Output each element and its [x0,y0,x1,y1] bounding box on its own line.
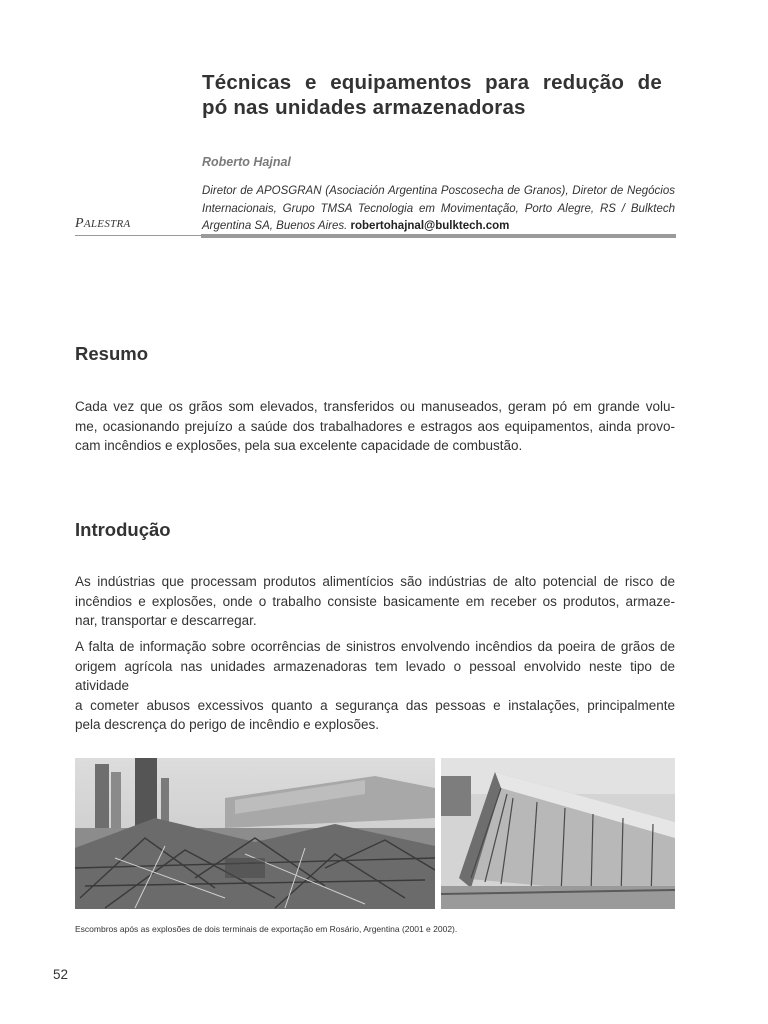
introducao-heading: Introdução [75,519,171,540]
intro-p2-line-4: pela descrença do perigo de incêndio e explosões. [75,717,379,732]
introducao-paragraph-2 [75,637,675,735]
section-label [75,216,131,232]
photo-terminal-ruins-right [441,758,675,909]
author-name: Roberto Hajnal [202,155,291,169]
author-affiliation [202,183,675,236]
article-title-line-1: Técnicas e equipamentos para redução de [202,71,662,94]
article-title [202,70,662,120]
intro-p2-line-3: a cometer abusos excessivos quanto a segurança das pessoas e instalações, principalmente [75,697,675,713]
affiliation-text: Diretor de APOSGRAN (Asociación Argentina Poscosecha de Granos), Diretor de Negócios Internacionais, Grupo TMSA Tecnologia em Movimentação, Porto Alegre, RS / Bulktech Argentina SA, Buenos Aires. [202,185,675,232]
intro-p1-line-3: nar, transportar e descarregar. [75,613,257,628]
intro-p2-line-1: A falta de informação sobre ocorrências de sinistros envolvendo incêndios da poeira de grãos de [75,639,675,654]
section-label-rest: ALESTRA [83,218,131,230]
page-number: 52 [53,967,69,982]
header-rule-thick [201,234,676,238]
photo-terminal-ruins-left [75,758,435,909]
figure-caption: Escombros após as explosões de dois terminais de exportação em Rosário, Argentina (2001 e 2002). [75,924,458,934]
resumo-heading: Resumo [75,343,148,364]
header-rule-thin [75,235,201,236]
resumo-paragraph [75,397,675,456]
article-title-line-2: pó nas unidades armazenadoras [202,96,526,119]
resumo-line-2: me, ocasionando prejuízo a saúde dos trabalhadores e estragos aos equipamentos, ainda provo- [75,418,675,434]
resumo-line-3: cam incêndios e explosões, pela sua excelente capacidade de combustão. [75,438,523,453]
intro-p2-line-2: origem agrícola nas unidades armazenadoras tem levado o pessoal envolvido neste tipo de atividade [75,658,675,693]
intro-p1-line-2: incêndios e explosões, onde o trabalho consiste basicamente em receber os produtos, armaze- [75,593,675,609]
section-label-initial: P [75,216,84,231]
resumo-line-1: Cada vez que os grãos som elevados, transferidos ou manuseados, geram pó em grande volu- [75,399,675,414]
introducao-paragraph-1 [75,572,675,631]
author-email: robertohajnal@bulktech.com [350,220,510,232]
intro-p1-line-1: As indústrias que processam produtos alimentícios são indústrias de alto potencial de risco de [75,574,675,589]
